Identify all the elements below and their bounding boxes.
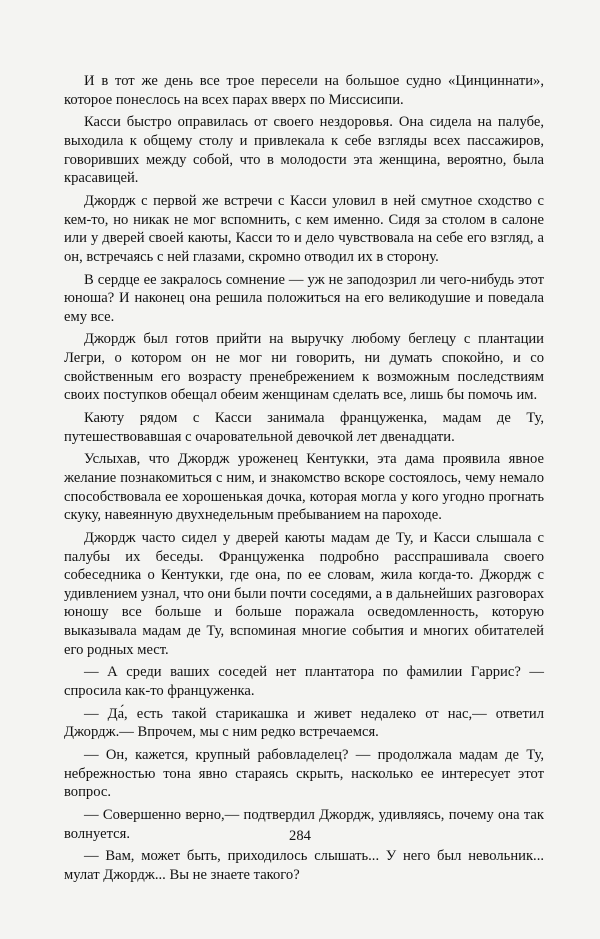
paragraph: Каюту рядом с Касси занимала француженка, мадам де Ту, путешествовавшая с очаровательной девочкой лет двенадцати. [64,410,544,445]
paragraph: Услыхав, что Джордж уроженец Кентукки, эта дама проявила явное желание познакомиться с ним, и знакомство вскоре состоялось, чему немало способствовала ее хорошенькая дочка, которая могла у кого угодно прогнать скуку, навеянную двухнедельным пребыванием на пароходе. [64,451,544,524]
paragraph: — Он, кажется, крупный рабовладелец? — продолжала мадам де Ту, небрежностью тона явно стараясь скрыть, насколько ее интересует этот вопрос. [64,747,544,801]
paragraph: И в тот же день все трое пересели на большое судно «Цинциннати», которое понеслось на всех парах вверх по Миссисипи. [64,73,544,108]
page-number: 284 [289,828,311,844]
paragraph: Касси быстро оправилась от своего нездоровья. Она сидела на палубе, выходила к общему столу и привлекала к себе взгляды всех пассажиров, говоривших между собой, что в молодости эта женщина, вероятно, была красавицей. [64,114,544,187]
paragraph: — Да́, есть такой старикашка и живет недалеко от нас,— ответил Джордж.— Впрочем, мы с ним редко встречаемся. [64,705,544,741]
paragraph: Джордж часто сидел у дверей каюты мадам де Ту, и Касси слышала с палубы их беседы. Француженка подробно расспрашивала своего собеседника о Кентукки, где она, по ее словам, жила когда-то. Джордж с удивлением узнал, что они были почти соседями, а в дальнейших разговорах юношу все больше и больше поражала осведомленность, которую выказывала мадам де Ту, вспоминая многие события и многих обитателей его родных мест. [64,529,544,658]
paragraph: — Совершенно верно,— подтвердил Джордж, удивляясь, почему она так волнуется. [64,807,544,842]
paragraph: — Вам, может быть, приходилось слышать... У него был невольник... мулат Джордж... Вы не знаете такого? [64,848,544,883]
paragraph: — А среди ваших соседей нет плантатора по фамилии Гаррис? — спросила как-то француженка. [64,664,544,699]
paragraph: Джордж с первой же встречи с Касси уловил в ней смутное сходство с кем-то, но никак не мог вспомнить, с кем именно. Сидя за столом в салоне или у дверей своей каюты, Касси то и дело чувствовала на себе его взгляд, а он, встречаясь с ней глазами, скромно отводил их в сторону. [64,192,544,265]
paragraph: Джордж был готов прийти на выручку любому беглецу с плантации Легри, о котором он не мог ни говорить, ни думать спокойно, и со свойственным его возрасту пренебрежением к возможным последствиям своих поступков обещал обеим женщинам сделать все, лишь бы помочь им. [64,331,544,404]
book-page-text [64,72,544,889]
paragraph: В сердце ее закралось сомнение — уж не заподозрил ли чего-нибудь этот юноша? И наконец она решила положиться на его великодушие и поведала ему все. [64,271,544,325]
